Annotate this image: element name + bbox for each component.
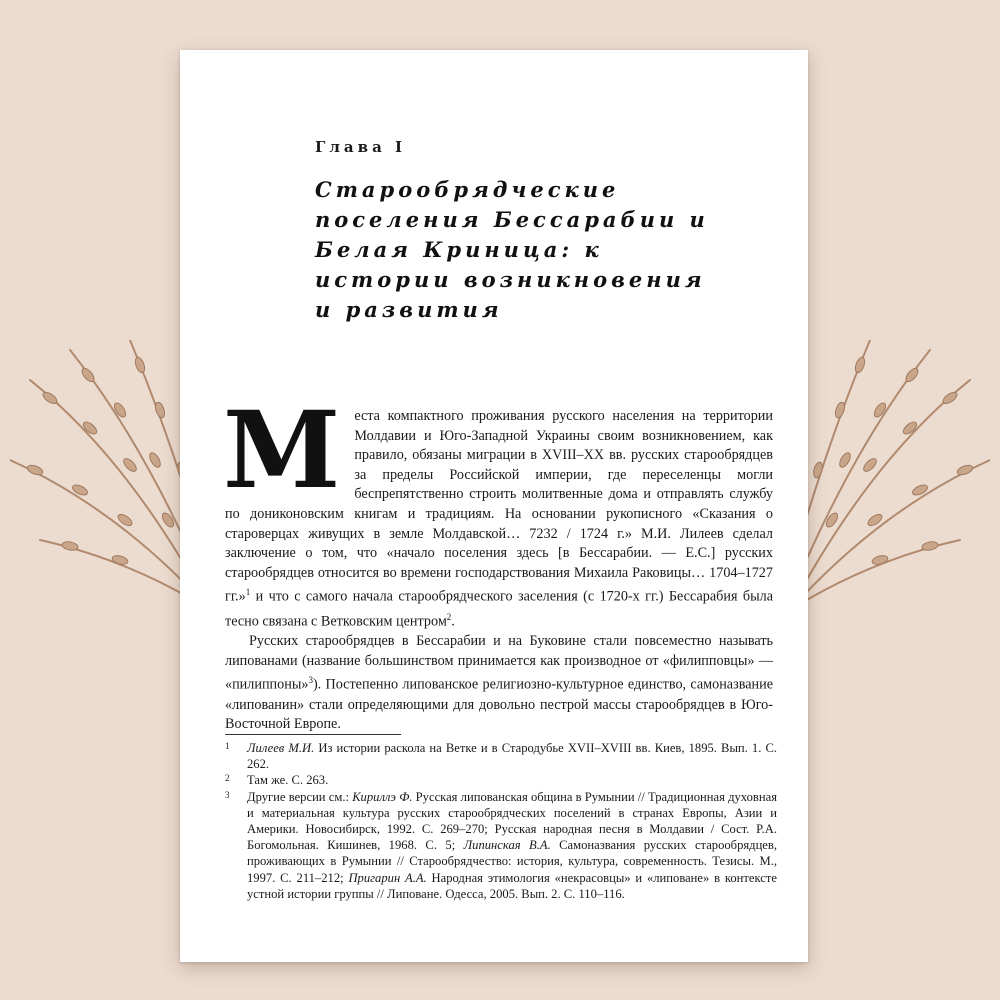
footnote-3 (225, 789, 777, 902)
footnote-2 (225, 772, 777, 788)
footnote-ref-2: 2 (446, 611, 452, 622)
footnote-author: Кириллэ Ф. (352, 789, 413, 804)
paragraph-1 (223, 387, 773, 632)
footnote-text: Русская липованская община в Румынии // Традиционная духовная и материальная культура русских старообрядческих поселений в странах Европы, Азии и Америки. Новосибирск, 1992. С. 269–270; Русская народная песня в Молдавии / Сост. Р.А. Богомольная. Кишинев, 1968. С. 5; (247, 789, 777, 853)
paragraph-2-text-b: ). Постепенно липованское религиозно-культурное единство, самоназвание «липованин» стали определяющими для довольно пестрой массы старообрядцев в Юго-Восточной Европе. (225, 676, 773, 733)
footnotes (225, 740, 777, 902)
chapter-title: Старообрядческие поселения Бессарабии и Белая Криница: к истории возникновения и развития (315, 177, 709, 322)
footnote-text: Другие версии см.: (247, 789, 353, 804)
chapter-label: Глава I (315, 138, 407, 156)
footnote-text: Народная этимология «некрасовцы» и «липоване» в контексте устной истории группы // Липоване. Одесса, 2005. Вып. 2. С. 110–116. (247, 870, 777, 901)
paragraph-2 (225, 632, 773, 735)
paragraph-2-text: Русских старообрядцев в Бессарабии и на Буковине стали повсеместно называть липованами (название большинством принимается как производное от «филипповцы» — «пилиппоны» (225, 633, 773, 693)
footnote-number: 3 (225, 789, 230, 800)
footnote-ref-1: 1 (245, 587, 251, 598)
footnote-author: Липинская В.А. (463, 838, 551, 853)
footnote-1 (225, 740, 777, 772)
book-page (180, 50, 808, 962)
body-text (223, 387, 773, 735)
footnote-ref-3: 3 (308, 675, 313, 686)
footnote-number: 2 (225, 773, 230, 784)
footnote-text: Самоназвания русских старообрядцев, проживающих в Румынии // Старообрядчество: история, культура, современность. Тезисы. М., 1997. С. 211–212; (247, 838, 777, 885)
paragraph-1-text-b: и что с самого начала старообрядческого заселения (с 1720-х гг.) Бессарабия была тесно связана с Ветковским центром (225, 589, 773, 630)
footnote-author: Пригарин А.А. (348, 870, 427, 885)
paragraph-1-text: еста компактного проживания русского населения на территории Молдавии и Юго-Западной Украины своим возникновением, как правило, обязаны миграции в XVIII–XX вв. русских старообрядцев за пределы Российской империи, где переселенцы могли беспрепятственно строить молитвенные дома и отправлять службу по дониконовским книгам и традициям. На основании рукописного «Сказания о староверцах живущих в земле Молдавской… 7232 / 1724 г.» М.И. Лилеев сделал заключение о том, что «начало поселения здесь [в Бессарабии. — Е.С.] русских старообрядцев относится во времени господарствования Михаила Раковицы… 1704–1727 гг.» (225, 408, 773, 606)
footnote-text: Там же. С. 263. (247, 773, 329, 788)
footnote-divider (225, 734, 401, 735)
paragraph-1-text-c: . (451, 613, 455, 630)
drop-cap: М (223, 387, 341, 512)
footnote-author: Лилеев М.И. (247, 741, 315, 755)
footnote-text: Из истории раскола на Ветке и в Стародубье XVII–XVIII вв. Киев, 1895. Вып. 1. С. 262. (247, 741, 777, 772)
footnote-number: 1 (225, 741, 230, 751)
